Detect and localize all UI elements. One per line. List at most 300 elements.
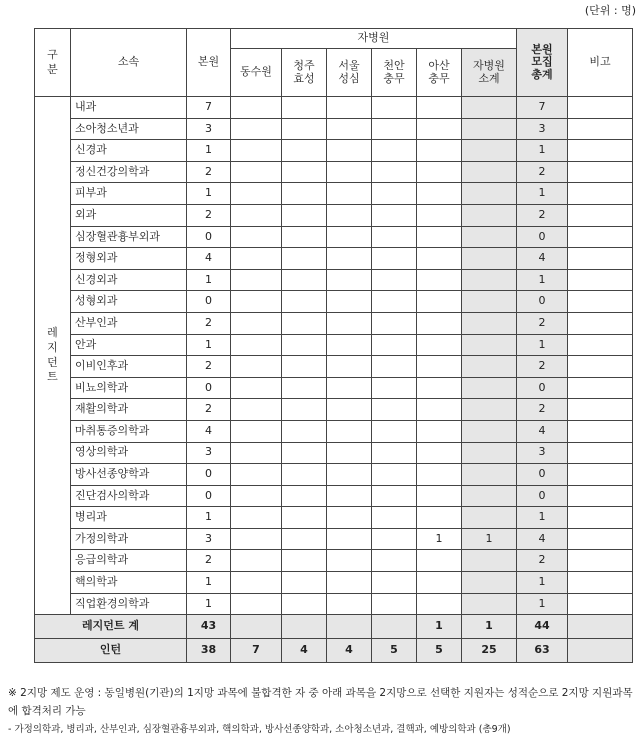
cell-s3 (327, 248, 372, 270)
cell-s4 (372, 226, 417, 248)
cell-remark (568, 507, 633, 529)
cell-s5 (417, 97, 462, 119)
cell-sub (462, 140, 517, 162)
table-row (35, 528, 633, 550)
cell-s4 (372, 485, 417, 507)
cell-s4 (372, 572, 417, 594)
cell-main: 4 (187, 248, 231, 270)
intern-row-s3: 4 (327, 639, 372, 663)
cell-s3 (327, 97, 372, 119)
dept-name: 마취통증의학과 (71, 420, 187, 442)
intern-row-label: 인턴 (35, 639, 187, 663)
cell-sub: 1 (462, 528, 517, 550)
cell-total: 4 (517, 248, 568, 270)
cell-remark (568, 140, 633, 162)
cell-main: 2 (187, 312, 231, 334)
intern-row (35, 639, 633, 663)
table-row (35, 334, 633, 356)
cell-s3 (327, 485, 372, 507)
header-row-1 (35, 29, 633, 49)
cell-s2 (282, 248, 327, 270)
cell-s2 (282, 507, 327, 529)
resident-total-row-s5: 1 (417, 615, 462, 639)
cell-s1 (231, 377, 282, 399)
resident-total-row-remark (568, 615, 633, 639)
cell-total: 1 (517, 183, 568, 205)
cell-sub (462, 312, 517, 334)
dept-name: 내과 (71, 97, 187, 119)
header-site-2: 청주 효성 (282, 49, 327, 97)
cell-s3 (327, 312, 372, 334)
dept-name: 이비인후과 (71, 356, 187, 378)
table-row (35, 593, 633, 615)
header-remark: 비고 (568, 29, 633, 97)
cell-s3 (327, 442, 372, 464)
cell-total: 2 (517, 312, 568, 334)
cell-sub (462, 356, 517, 378)
cell-main: 7 (187, 97, 231, 119)
cell-s2 (282, 204, 327, 226)
cell-s4 (372, 377, 417, 399)
cell-s2 (282, 464, 327, 486)
dept-name: 피부과 (71, 183, 187, 205)
cell-remark (568, 226, 633, 248)
cell-main: 3 (187, 118, 231, 140)
cell-remark (568, 291, 633, 313)
table-row (35, 204, 633, 226)
intern-row-s2: 4 (282, 639, 327, 663)
cell-main: 0 (187, 464, 231, 486)
header-site-1: 동수원 (231, 49, 282, 97)
cell-s5 (417, 226, 462, 248)
cell-s2 (282, 572, 327, 594)
cell-sub (462, 334, 517, 356)
cell-sub (462, 291, 517, 313)
cell-s1 (231, 140, 282, 162)
cell-s4 (372, 593, 417, 615)
cell-s3 (327, 507, 372, 529)
table-row (35, 248, 633, 270)
cell-s1 (231, 550, 282, 572)
footnote-list: - 가정의학과, 병리과, 산부인과, 심장혈관흉부외과, 핵의학과, 방사선종양학과, 소아청소년과, 결핵과, 예방의학과 (총9개) (8, 724, 511, 735)
cell-s3 (327, 118, 372, 140)
cell-sub (462, 420, 517, 442)
cell-remark (568, 161, 633, 183)
cell-main: 2 (187, 399, 231, 421)
group-label (35, 97, 71, 615)
resident-total-row (35, 615, 633, 639)
table-row (35, 420, 633, 442)
cell-s1 (231, 442, 282, 464)
cell-sub (462, 248, 517, 270)
cell-main: 2 (187, 356, 231, 378)
cell-remark (568, 464, 633, 486)
dept-name: 진단검사의학과 (71, 485, 187, 507)
cell-main: 2 (187, 204, 231, 226)
cell-s3 (327, 269, 372, 291)
resident-total-row-s4 (372, 615, 417, 639)
cell-sub (462, 572, 517, 594)
dept-name: 정형외과 (71, 248, 187, 270)
intern-row-remark (568, 639, 633, 663)
cell-sub (462, 464, 517, 486)
cell-s2 (282, 183, 327, 205)
cell-s1 (231, 420, 282, 442)
cell-s2 (282, 118, 327, 140)
cell-s5 (417, 204, 462, 226)
table-row (35, 226, 633, 248)
cell-remark (568, 183, 633, 205)
cell-remark (568, 248, 633, 270)
cell-s4 (372, 528, 417, 550)
cell-remark (568, 377, 633, 399)
header-category: 구분 (35, 29, 71, 97)
cell-main: 1 (187, 593, 231, 615)
cell-s1 (231, 118, 282, 140)
unit-label: (단위 : 명) (584, 4, 636, 17)
cell-s4 (372, 464, 417, 486)
header-site-3: 서울 성심 (327, 49, 372, 97)
cell-s5 (417, 183, 462, 205)
cell-s5 (417, 485, 462, 507)
cell-s2 (282, 420, 327, 442)
intern-row-s1: 7 (231, 639, 282, 663)
cell-main: 0 (187, 485, 231, 507)
cell-total: 2 (517, 399, 568, 421)
dept-name: 외과 (71, 204, 187, 226)
footnote: ※ 2지망 제도 운영 : 동일병원(기관)의 1지망 과목에 불합격한 자 중 아래 과목을 2지망으로 선택한 지원자는 성적순으로 2지망 지원과목에 합격처리 가능 (8, 687, 633, 717)
cell-main: 0 (187, 377, 231, 399)
cell-s5 (417, 118, 462, 140)
cell-remark (568, 399, 633, 421)
group-label-text: 레지던트 (47, 325, 58, 384)
cell-s5 (417, 593, 462, 615)
dept-name: 응급의학과 (71, 550, 187, 572)
intern-row-main: 38 (187, 639, 231, 663)
cell-s5 (417, 291, 462, 313)
cell-main: 1 (187, 269, 231, 291)
cell-s3 (327, 226, 372, 248)
cell-s5 (417, 161, 462, 183)
cell-s2 (282, 291, 327, 313)
resident-total-row-s2 (282, 615, 327, 639)
cell-s2 (282, 399, 327, 421)
cell-s3 (327, 399, 372, 421)
cell-s4 (372, 248, 417, 270)
cell-s2 (282, 161, 327, 183)
cell-s2 (282, 312, 327, 334)
cell-s3 (327, 550, 372, 572)
cell-s3 (327, 593, 372, 615)
cell-remark (568, 204, 633, 226)
dept-name: 산부인과 (71, 312, 187, 334)
cell-s3 (327, 572, 372, 594)
table-body (35, 29, 633, 663)
cell-s5 (417, 507, 462, 529)
cell-s2 (282, 140, 327, 162)
cell-sub (462, 485, 517, 507)
intern-row-sub: 25 (462, 639, 517, 663)
cell-s1 (231, 97, 282, 119)
cell-s2 (282, 334, 327, 356)
cell-s1 (231, 291, 282, 313)
cell-s1 (231, 464, 282, 486)
cell-sub (462, 550, 517, 572)
cell-total: 4 (517, 420, 568, 442)
cell-total: 1 (517, 334, 568, 356)
cell-sub (462, 442, 517, 464)
table-row (35, 356, 633, 378)
cell-total: 0 (517, 226, 568, 248)
dept-name: 직업환경의학과 (71, 593, 187, 615)
intern-row-s5: 5 (417, 639, 462, 663)
resident-total-row-s3 (327, 615, 372, 639)
cell-s1 (231, 183, 282, 205)
cell-s3 (327, 464, 372, 486)
table-row (35, 161, 633, 183)
cell-s2 (282, 528, 327, 550)
cell-s4 (372, 269, 417, 291)
cell-remark (568, 334, 633, 356)
cell-s5 (417, 420, 462, 442)
cell-s5 (417, 312, 462, 334)
cell-sub (462, 377, 517, 399)
cell-s2 (282, 356, 327, 378)
dept-name: 재활의학과 (71, 399, 187, 421)
cell-s4 (372, 334, 417, 356)
dept-name: 핵의학과 (71, 572, 187, 594)
cell-s5 (417, 464, 462, 486)
cell-total: 0 (517, 291, 568, 313)
intern-row-total: 63 (517, 639, 568, 663)
cell-main: 0 (187, 226, 231, 248)
cell-sub (462, 204, 517, 226)
resident-total-row-label: 레지던트 계 (35, 615, 187, 639)
cell-remark (568, 97, 633, 119)
header-total: 본원 모집 총계 (517, 29, 568, 97)
cell-total: 1 (517, 593, 568, 615)
table-row (35, 572, 633, 594)
dept-name: 성형외과 (71, 291, 187, 313)
cell-s3 (327, 528, 372, 550)
table-row (35, 485, 633, 507)
cell-main: 1 (187, 507, 231, 529)
header-main: 본원 (187, 29, 231, 97)
table-row (35, 118, 633, 140)
cell-main: 1 (187, 334, 231, 356)
dept-name: 영상의학과 (71, 442, 187, 464)
table-row (35, 269, 633, 291)
cell-sub (462, 399, 517, 421)
cell-s4 (372, 442, 417, 464)
cell-s4 (372, 183, 417, 205)
header-subtotal: 자병원 소계 (462, 49, 517, 97)
table-row (35, 97, 633, 119)
cell-main: 3 (187, 442, 231, 464)
cell-main: 0 (187, 291, 231, 313)
cell-s5 (417, 550, 462, 572)
cell-s4 (372, 140, 417, 162)
cell-s5 (417, 248, 462, 270)
resident-total-row-sub: 1 (462, 615, 517, 639)
cell-s1 (231, 248, 282, 270)
cell-s3 (327, 356, 372, 378)
intern-row-s4: 5 (372, 639, 417, 663)
cell-s1 (231, 507, 282, 529)
table-row (35, 183, 633, 205)
cell-main: 3 (187, 528, 231, 550)
cell-remark (568, 312, 633, 334)
cell-s3 (327, 183, 372, 205)
cell-s2 (282, 442, 327, 464)
cell-sub (462, 161, 517, 183)
dept-name: 심장혈관흉부외과 (71, 226, 187, 248)
table-row (35, 442, 633, 464)
cell-s4 (372, 97, 417, 119)
header-affiliated: 자병원 (231, 29, 517, 49)
cell-s3 (327, 377, 372, 399)
cell-s5 (417, 377, 462, 399)
cell-sub (462, 226, 517, 248)
cell-s1 (231, 161, 282, 183)
cell-main: 2 (187, 161, 231, 183)
cell-s3 (327, 291, 372, 313)
cell-s1 (231, 356, 282, 378)
cell-s1 (231, 269, 282, 291)
table-row (35, 291, 633, 313)
cell-s3 (327, 140, 372, 162)
cell-total: 3 (517, 442, 568, 464)
cell-total: 1 (517, 269, 568, 291)
dept-name: 정신건강의학과 (71, 161, 187, 183)
cell-main: 4 (187, 420, 231, 442)
cell-remark (568, 269, 633, 291)
cell-s2 (282, 269, 327, 291)
cell-s1 (231, 312, 282, 334)
cell-total: 3 (517, 118, 568, 140)
cell-s4 (372, 550, 417, 572)
cell-s1 (231, 334, 282, 356)
cell-s3 (327, 161, 372, 183)
cell-sub (462, 593, 517, 615)
cell-s5 (417, 399, 462, 421)
cell-s3 (327, 204, 372, 226)
dept-name: 병리과 (71, 507, 187, 529)
dept-name: 안과 (71, 334, 187, 356)
dept-name: 신경과 (71, 140, 187, 162)
cell-s3 (327, 420, 372, 442)
cell-total: 2 (517, 356, 568, 378)
cell-s2 (282, 593, 327, 615)
cell-sub (462, 118, 517, 140)
dept-name: 신경외과 (71, 269, 187, 291)
table-row (35, 464, 633, 486)
cell-main: 2 (187, 550, 231, 572)
cell-s4 (372, 312, 417, 334)
cell-s2 (282, 377, 327, 399)
cell-s1 (231, 399, 282, 421)
cell-s1 (231, 204, 282, 226)
cell-s5 (417, 269, 462, 291)
resident-total-row-main: 43 (187, 615, 231, 639)
cell-s5 (417, 356, 462, 378)
resident-total-row-total: 44 (517, 615, 568, 639)
header-site-5: 아산 충무 (417, 49, 462, 97)
cell-s2 (282, 226, 327, 248)
cell-main: 1 (187, 572, 231, 594)
cell-remark (568, 572, 633, 594)
cell-s4 (372, 356, 417, 378)
cell-s2 (282, 485, 327, 507)
cell-s5 (417, 572, 462, 594)
table-row (35, 507, 633, 529)
table-row (35, 377, 633, 399)
cell-s4 (372, 399, 417, 421)
cell-remark (568, 485, 633, 507)
cell-remark (568, 420, 633, 442)
cell-s1 (231, 528, 282, 550)
table-row (35, 312, 633, 334)
cell-remark (568, 550, 633, 572)
dept-name: 가정의학과 (71, 528, 187, 550)
cell-total: 1 (517, 507, 568, 529)
cell-total: 2 (517, 161, 568, 183)
recruitment-table (34, 28, 633, 663)
cell-s4 (372, 204, 417, 226)
cell-s2 (282, 550, 327, 572)
cell-s1 (231, 572, 282, 594)
cell-remark (568, 442, 633, 464)
cell-s2 (282, 97, 327, 119)
header-site-4: 천안 충무 (372, 49, 417, 97)
cell-s4 (372, 420, 417, 442)
cell-s5: 1 (417, 528, 462, 550)
cell-sub (462, 97, 517, 119)
cell-remark (568, 118, 633, 140)
cell-s5 (417, 140, 462, 162)
cell-s4 (372, 118, 417, 140)
cell-s1 (231, 593, 282, 615)
cell-total: 7 (517, 97, 568, 119)
table-row (35, 399, 633, 421)
cell-total: 0 (517, 485, 568, 507)
cell-total: 1 (517, 572, 568, 594)
table-row (35, 140, 633, 162)
cell-total: 2 (517, 550, 568, 572)
cell-remark (568, 528, 633, 550)
cell-main: 1 (187, 183, 231, 205)
resident-total-row-s1 (231, 615, 282, 639)
cell-total: 2 (517, 204, 568, 226)
cell-total: 4 (517, 528, 568, 550)
cell-s3 (327, 334, 372, 356)
cell-s1 (231, 226, 282, 248)
dept-name: 방사선종양학과 (71, 464, 187, 486)
cell-s5 (417, 334, 462, 356)
cell-s4 (372, 291, 417, 313)
cell-main: 1 (187, 140, 231, 162)
cell-sub (462, 507, 517, 529)
cell-remark (568, 593, 633, 615)
cell-total: 0 (517, 464, 568, 486)
cell-s4 (372, 507, 417, 529)
cell-total: 0 (517, 377, 568, 399)
cell-sub (462, 269, 517, 291)
cell-total: 1 (517, 140, 568, 162)
table-row (35, 550, 633, 572)
cell-s1 (231, 485, 282, 507)
cell-remark (568, 356, 633, 378)
